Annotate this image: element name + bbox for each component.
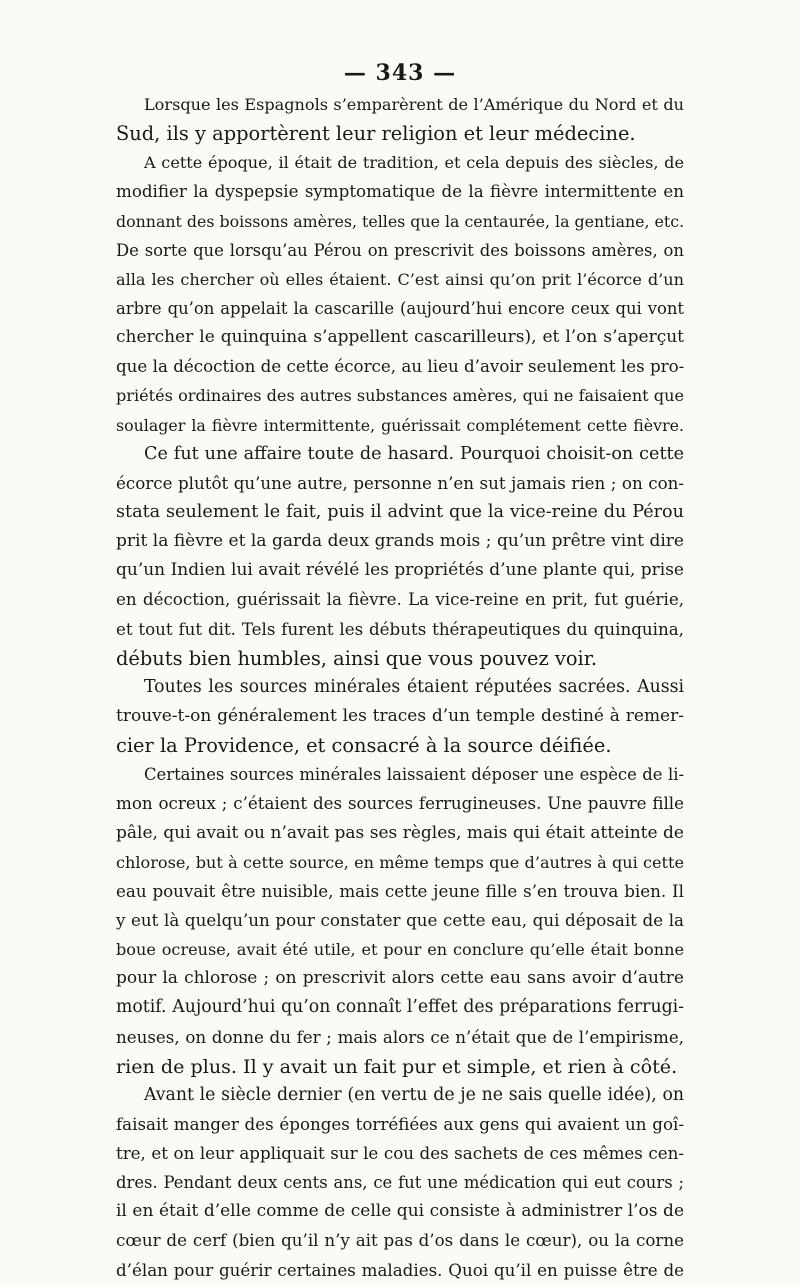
- text-line: prit la fièvre et la garda deux grands mois ; qu’un prêtre vint dire: [116, 531, 684, 552]
- text-line: pâle, qui avait ou n’avait pas ses règles, mais qui était atteinte de: [116, 822, 684, 843]
- text-line: Toutes les sources minérales étaient réputées sacrées. Aussi: [144, 676, 684, 697]
- text-line: neuses, on donne du fer ; mais alors ce n’était que de l’empirisme,: [116, 1026, 684, 1047]
- text-line: en décoction, guérissait la fièvre. La vice-reine en prit, fut guérie,: [116, 589, 684, 610]
- text-line: cœur de cerf (bien qu’il n’y ait pas d’os dans le cœur), ou la corne: [116, 1230, 684, 1251]
- text-line: qu’un Indien lui avait révélé les propriétés d’une plante qui, prise: [116, 560, 684, 581]
- text-line: boue ocreuse, avait été utile, et pour en conclure qu’elle était bonne: [116, 940, 684, 960]
- text-line: eau pouvait être nuisible, mais cette jeune fille s’en trouva bien. Il: [116, 880, 684, 901]
- text-line: alla les chercher où elles étaient. C’est ainsi qu’on prit l’écorce d’un: [116, 269, 684, 289]
- text-line: modifier la dyspepsie symptomatique de la fièvre intermittente en: [116, 181, 684, 202]
- text-line: stata seulement le fait, puis il advint que la vice-reine du Pérou: [116, 501, 684, 522]
- text-line: et tout fut dit. Tels furent les débuts thérapeutiques du quinquina,: [116, 618, 684, 639]
- text-line: Certaines sources minérales laissaient déposer une espèce de li-: [144, 765, 684, 785]
- text-line: De sorte que lorsqu’au Pérou on prescrivit des boissons amères, on: [116, 240, 684, 260]
- text-line: soulager la fièvre intermittente, guérissait complétement cette fièvre.: [116, 415, 684, 435]
- text-line: écorce plutôt qu’une autre, personne n’en sut jamais rien ; on con-: [116, 472, 684, 493]
- text-line: y eut là quelqu’un pour constater que cette eau, qui déposait de la: [116, 909, 684, 930]
- text-line: A cette époque, il était de tradition, et cela depuis des siècles, de: [144, 153, 684, 173]
- text-line: cier la Providence, et consacré à la source déifiée.: [116, 734, 612, 758]
- text-line: pour la chlorose ; on prescrivit alors cette eau sans avoir d’autre: [116, 968, 684, 989]
- text-line: que la décoction de cette écorce, au lieu d’avoir seulement les pro-: [116, 356, 684, 377]
- text-line: faisait manger des éponges torréfiées aux gens qui avaient un goî-: [116, 1113, 684, 1134]
- text-line: chlorose, but à cette source, en même temps que d’autres à qui cette: [116, 852, 684, 872]
- page-number: — 343 —: [343, 60, 457, 86]
- body-text: [116, 90, 684, 1285]
- text-line: trouve-t-on généralement les traces d’un temple destiné à remer-: [116, 705, 684, 726]
- text-line: Ce fut une affaire toute de hasard. Pourquoi choisit-on cette: [144, 443, 684, 464]
- text-line: donnant des boissons amères, telles que la centaurée, la gentiane, etc.: [116, 211, 684, 231]
- text-line: débuts bien humbles, ainsi que vous pouvez voir.: [116, 646, 598, 670]
- text-line: il en était d’elle comme de celle qui consiste à administrer l’os de: [116, 1201, 684, 1222]
- text-line: rien de plus. Il y avait un fait pur et simple, et rien à côté.: [116, 1054, 678, 1078]
- text-line: chercher le quinquina s’appellent cascarilleurs), et l’on s’aperçut: [116, 327, 684, 348]
- text-line: arbre qu’on appelait la cascarille (aujourd’hui encore ceux qui vont: [116, 298, 684, 318]
- text-line: d’élan pour guérir certaines maladies. Quoi qu’il en puisse être de: [116, 1259, 684, 1280]
- text-line: dres. Pendant deux cents ans, ce fut une médication qui eut cours ;: [116, 1173, 684, 1193]
- text-line: Sud, ils y apportèrent leur religion et leur médecine.: [116, 122, 636, 146]
- text-line: Lorsque les Espagnols s’emparèrent de l’Amérique du Nord et du: [144, 95, 684, 114]
- text-line: motif. Aujourd’hui qu’on connaît l’effet des préparations ferrugi-: [116, 997, 684, 1018]
- text-line: Avant le siècle dernier (en vertu de je ne sais quelle idée), on: [144, 1084, 684, 1105]
- text-line: priétés ordinaires des autres substances amères, qui ne faisaient que: [116, 386, 684, 406]
- text-line: mon ocreux ; c’étaient des sources ferrugineuses. Une pauvre fille: [116, 793, 684, 814]
- text-line: tre, et on leur appliquait sur le cou des sachets de ces mêmes cen-: [116, 1143, 684, 1164]
